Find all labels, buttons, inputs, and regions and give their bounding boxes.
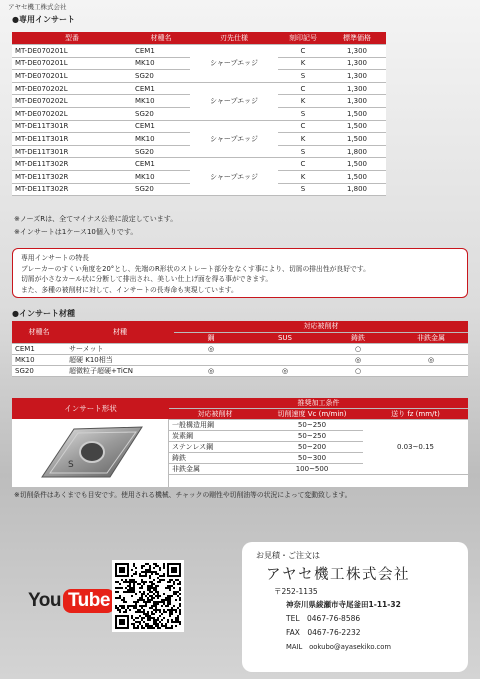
table-row: [12, 45, 386, 58]
mark-cell: K: [278, 57, 328, 70]
model-cell: MT-DE11T301R: [12, 145, 132, 158]
youtube-tube-text: Tube: [63, 589, 115, 613]
email[interactable]: MAIL ookubo@ayasekiko.com: [286, 643, 392, 651]
mark-cell: C: [278, 82, 328, 95]
cond-material-cell: 炭素鋼: [169, 431, 261, 442]
mark-cell: S: [278, 108, 328, 121]
mat-type-cell: 超微粒子超硬+TiCN: [66, 365, 174, 376]
conditions-title: 推奨加工条件: [169, 398, 468, 409]
col-edge: 刃先仕様: [190, 32, 278, 45]
grade-cell: CEM1: [132, 120, 190, 133]
col-steel: 鋼: [174, 332, 248, 343]
price-cell: 1,300: [328, 95, 386, 108]
price-cell: 1,300: [328, 70, 386, 83]
cond-material-cell: 鋳鉄: [169, 453, 261, 464]
col-price: 標準価格: [328, 32, 386, 45]
conditions-note: ※切削条件はあくまでも目安です。使用される機械、チャックの剛性や切削油等の状況によって変動致します。: [14, 491, 352, 499]
mark-cell: ◎: [174, 343, 248, 354]
insert-table: [12, 32, 386, 196]
edge-cell: シャープエッジ: [190, 158, 278, 196]
material-table: [12, 321, 468, 377]
grade-cell: SG20: [132, 70, 190, 83]
edge-cell: シャープエッジ: [190, 82, 278, 120]
table-row: [12, 82, 386, 95]
cond-feed-cell: 0.03~0.15: [363, 420, 468, 475]
mat-grade-cell: CEM1: [12, 343, 66, 354]
insert-note-2: ※インサートは1ケース10個入りです。: [14, 228, 138, 236]
col-cast-iron: 鋳鉄: [322, 332, 394, 343]
mark-cell: ◎: [248, 365, 322, 376]
grade-cell: CEM1: [132, 45, 190, 58]
mat-type-cell: 超硬 K10相当: [66, 354, 174, 365]
feature-line-3: また、多種の被削材に対して、インサートの長寿命も実現しています。: [21, 285, 238, 294]
feature-line-2: 切屑が小さなカール状に分断して排出され、美しい仕上げ面を得る事ができます。: [21, 275, 273, 283]
table-row: [169, 420, 468, 431]
company-contact-box: [242, 542, 468, 672]
grade-cell: CEM1: [132, 82, 190, 95]
mark-cell: C: [278, 158, 328, 171]
mat-grade-cell: MK10: [12, 354, 66, 365]
qr-code[interactable]: [112, 560, 184, 632]
price-cell: 1,500: [328, 120, 386, 133]
model-cell: MT-DE11T301R: [12, 120, 132, 133]
conditions-table: [169, 398, 468, 475]
contact-heading: お見積・ご注文は: [256, 551, 320, 560]
fax: FAX 0467-76-2232: [286, 628, 361, 637]
mark-cell: [248, 354, 322, 365]
postal-code: 〒252-1135: [274, 587, 318, 596]
model-cell: MT-DE11T302R: [12, 171, 132, 184]
mat-grade-cell: SG20: [12, 365, 66, 376]
insert-shape-image: [12, 419, 169, 487]
material-section-title: ●インサート材種: [12, 309, 75, 318]
model-cell: MT-DE070201L: [12, 57, 132, 70]
price-cell: 1,500: [328, 133, 386, 146]
mark-cell: [394, 365, 468, 376]
youtube-you-text: You: [28, 590, 61, 611]
mark-cell: K: [278, 171, 328, 184]
mark-cell: S: [278, 145, 328, 158]
insert-table-wrap: [12, 32, 386, 196]
model-cell: MT-DE070202L: [12, 108, 132, 121]
mark-cell: S: [278, 183, 328, 196]
col-grade: 材種名: [132, 32, 190, 45]
mark-cell: C: [278, 120, 328, 133]
grade-cell: SG20: [132, 145, 190, 158]
col-model: 型番: [12, 32, 132, 45]
mark-cell: C: [278, 45, 328, 58]
qr-code-image: [115, 563, 181, 629]
grade-cell: MK10: [132, 95, 190, 108]
table-row: [12, 158, 386, 171]
table-row: [12, 343, 468, 354]
grade-cell: SG20: [132, 183, 190, 196]
cond-material-cell: 非鉄金属: [169, 464, 261, 475]
col-nonferrous: 非鉄金属: [394, 332, 468, 343]
youtube-logo[interactable]: [28, 586, 115, 616]
mark-cell: ○: [322, 365, 394, 376]
svg-text:S: S: [68, 460, 74, 470]
insert-shape-drawing: [12, 419, 169, 487]
grade-cell: MK10: [132, 171, 190, 184]
col-cond-feed: 送り fz (mm/t): [363, 409, 468, 420]
price-cell: 1,800: [328, 145, 386, 158]
header-company: アヤセ機工株式会社: [8, 3, 67, 11]
mark-cell: [174, 354, 248, 365]
col-cond-speed: 切削速度 Vc (m/min): [261, 409, 363, 420]
feature-line-1: ブレーカーのすくい角度を20°とし、先端のR形状のストレート部分をなくす事により、切屑の排出性が良好です。: [21, 264, 370, 273]
cond-speed-cell: 50~250: [261, 431, 363, 442]
edge-cell: シャープエッジ: [190, 45, 278, 83]
material-table-wrap: [12, 321, 468, 377]
cond-speed-cell: 50~250: [261, 420, 363, 431]
price-cell: 1,300: [328, 82, 386, 95]
model-cell: MT-DE070202L: [12, 82, 132, 95]
mark-cell: ◎: [174, 365, 248, 376]
conditions-block: [12, 398, 468, 487]
col-sus: SUS: [248, 332, 322, 343]
telephone: TEL 0467-76-8586: [286, 614, 361, 623]
grade-cell: MK10: [132, 57, 190, 70]
cond-speed-cell: 100~500: [261, 464, 363, 475]
mark-cell: K: [278, 133, 328, 146]
price-cell: 1,500: [328, 171, 386, 184]
mark-cell: K: [278, 95, 328, 108]
table-row: [12, 120, 386, 133]
price-cell: 1,800: [328, 183, 386, 196]
insert-note-1: ※ノーズRは、全てマイナス公差に設定しています。: [14, 215, 178, 223]
mark-cell: ○: [322, 343, 394, 354]
mark-cell: ◎: [394, 354, 468, 365]
cond-speed-cell: 50~200: [261, 442, 363, 453]
insert-section-title: ●専用インサート: [12, 15, 75, 24]
price-cell: 1,300: [328, 57, 386, 70]
insert-shape-header: インサート形状: [12, 398, 169, 419]
mark-cell: [394, 343, 468, 354]
table-row: [12, 365, 468, 376]
edge-cell: シャープエッジ: [190, 120, 278, 158]
model-cell: MT-DE11T301R: [12, 133, 132, 146]
grade-cell: SG20: [132, 108, 190, 121]
feature-box: [12, 248, 468, 298]
feature-heading: 専用インサートの特長: [21, 254, 89, 262]
address: 神奈川県綾瀬市寺尾釜田1-11-32: [286, 600, 401, 609]
mark-cell: S: [278, 70, 328, 83]
model-cell: MT-DE070201L: [12, 45, 132, 58]
model-cell: MT-DE11T302R: [12, 158, 132, 171]
grade-cell: CEM1: [132, 158, 190, 171]
cond-material-cell: ステンレス鋼: [169, 442, 261, 453]
col-mat-grade: 材種名: [12, 321, 66, 343]
price-cell: 1,300: [328, 45, 386, 58]
cond-speed-cell: 50~300: [261, 453, 363, 464]
price-cell: 1,500: [328, 158, 386, 171]
mark-cell: ◎: [322, 354, 394, 365]
grade-cell: MK10: [132, 133, 190, 146]
col-mark: 刻印記号: [278, 32, 328, 45]
mark-cell: [248, 343, 322, 354]
model-cell: MT-DE070202L: [12, 95, 132, 108]
mat-type-cell: サーメット: [66, 343, 174, 354]
conditions-table-wrap: [169, 398, 468, 475]
model-cell: MT-DE11T302R: [12, 183, 132, 196]
col-mat-type: 材種: [66, 321, 174, 343]
company-name: アヤセ機工株式会社: [266, 567, 410, 583]
table-row: [12, 354, 468, 365]
model-cell: MT-DE070201L: [12, 70, 132, 83]
price-cell: 1,500: [328, 108, 386, 121]
col-workpiece: 対応被削材: [174, 321, 468, 332]
cond-material-cell: 一般構造用鋼: [169, 420, 261, 431]
col-cond-material: 対応被削材: [169, 409, 261, 420]
